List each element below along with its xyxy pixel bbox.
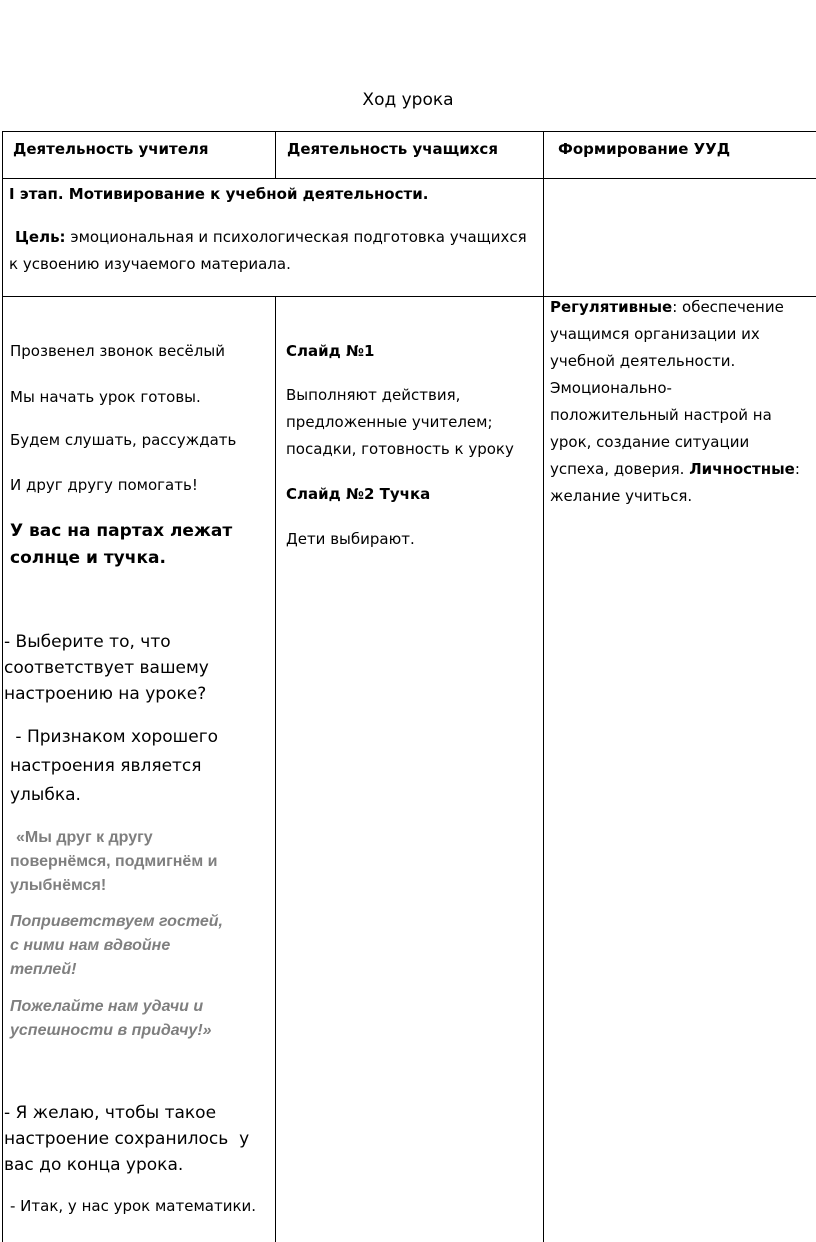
stage-title: I этап. Мотивирование к учебной деятельности. — [9, 185, 429, 203]
poem-line: Мы начать урок готовы. — [10, 388, 201, 406]
uud-colon: : — [794, 460, 800, 478]
header-students: Деятельность учащихся — [287, 140, 498, 158]
stage-cell — [9, 181, 539, 278]
students-action: посадки, готовность к уроку — [286, 440, 514, 458]
poem-line: Будем слушать, рассуждать — [10, 431, 237, 449]
question-line: настроению на уроке? — [4, 684, 207, 704]
slide-2-label: Слайд №2 Тучка — [286, 485, 431, 503]
table-col-divider — [543, 131, 544, 1242]
uud-line: Эмоционально- — [550, 379, 672, 397]
uud-line: учебной деятельности. — [550, 352, 736, 370]
desk-instruction: солнце и тучка. — [10, 548, 166, 568]
poem-line: Прозвенел звонок весёлый — [10, 342, 225, 360]
smile-line: - Признаком хорошего — [10, 727, 219, 747]
uud-text: успеха, доверия. — [550, 460, 690, 478]
table-col-divider — [275, 296, 276, 1242]
goal-text: эмоциональная и психологическая подготовка учащихся — [65, 228, 527, 246]
verse-line: Пожелайте нам удачи и — [10, 998, 204, 1015]
page-title: Ход урока — [362, 90, 454, 110]
table-border-top — [3, 131, 816, 132]
header-teacher: Деятельность учителя — [13, 140, 209, 158]
goal-label: Цель: — [15, 228, 66, 246]
goal-text-cont: к усвоению изучаемого материала. — [9, 255, 291, 273]
personal-label: Личностные — [689, 460, 795, 478]
students-action: Выполняют действия, — [286, 386, 461, 404]
verse-line: с ними нам вдвойне — [10, 937, 171, 954]
verse-line: «Мы друг к другу — [16, 829, 153, 846]
slide-1-label: Слайд №1 — [286, 342, 375, 360]
wish-line: настроение сохранилось у — [4, 1129, 250, 1149]
uud-line: урок, создание ситуации — [550, 433, 750, 451]
students-choose: Дети выбирают. — [286, 530, 415, 548]
students-action: предложенные учителем; — [286, 413, 493, 431]
question-line: соответствует вашему — [4, 658, 209, 678]
lesson-table — [2, 131, 816, 1242]
regulative-label: Регулятивные — [550, 298, 673, 316]
verse-line: улыбнёмся! — [10, 877, 107, 894]
math-lesson-line: - Итак, у нас урок математики. — [10, 1197, 257, 1215]
verse-line: повернёмся, подмигнём и — [10, 853, 218, 870]
smile-line: улыбка. — [10, 785, 81, 805]
regulative-text: : обеспечение — [672, 298, 784, 316]
smile-line: настроения является — [10, 756, 202, 776]
uud-line: положительный настрой на — [550, 406, 772, 424]
uud-line: учащимся организации их — [550, 325, 760, 343]
wish-line: вас до конца урока. — [4, 1155, 184, 1175]
table-row-divider — [3, 178, 816, 179]
desk-instruction: У вас на партах лежат — [10, 521, 233, 541]
wish-line: - Я желаю, чтобы такое — [4, 1103, 217, 1123]
uud-line — [550, 456, 800, 483]
poem-line: И друг другу помогать! — [10, 476, 198, 494]
question-line: - Выберите то, что — [4, 632, 171, 652]
verse-line: успешности в придачу!» — [10, 1022, 212, 1039]
verse-line: теплей! — [10, 961, 77, 978]
personal-text: желание учиться. — [550, 487, 693, 505]
uud-line — [550, 294, 784, 321]
verse-line: Поприветствуем гостей, — [10, 913, 223, 930]
header-uud: Формирование УУД — [558, 140, 731, 158]
table-col-divider — [275, 131, 276, 178]
stage-goal — [9, 224, 539, 251]
